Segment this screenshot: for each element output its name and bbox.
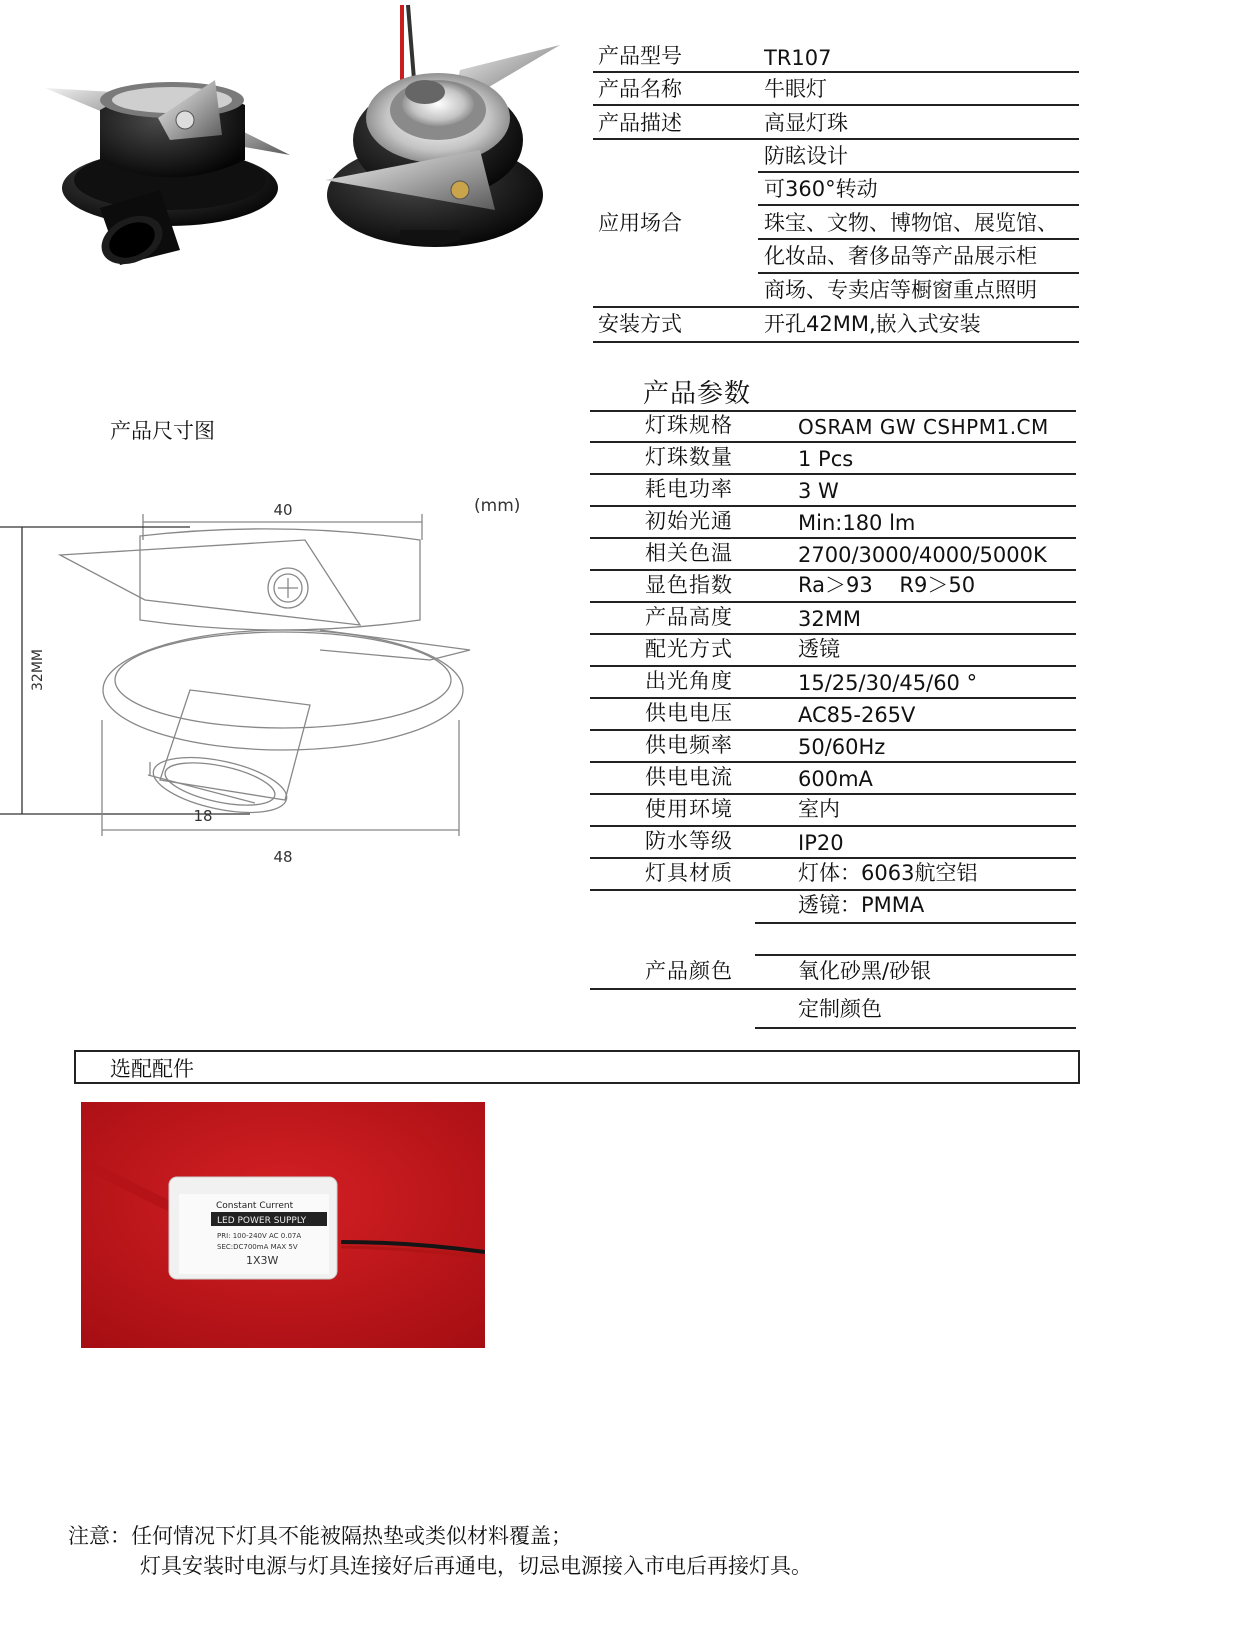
info-row xyxy=(598,240,1082,273)
info-key: 产品名称 xyxy=(598,77,682,101)
info-key: 产品型号 xyxy=(598,44,682,68)
table-rule xyxy=(593,138,1079,140)
param-row xyxy=(595,760,1083,792)
info-row xyxy=(598,173,1082,206)
params-title: 产品参数 xyxy=(643,379,752,409)
param-row xyxy=(595,472,1083,504)
dim-lens-label: 18 xyxy=(193,807,213,825)
param-value: 15/25/30/45/60 ° xyxy=(798,671,978,695)
param-row xyxy=(595,440,1083,472)
param-row xyxy=(595,954,1083,986)
info-row xyxy=(598,274,1082,307)
dimension-title: 产品尺寸图 xyxy=(110,419,215,443)
ps-label-line3: PRI: 100-240V AC 0.07A xyxy=(217,1232,302,1240)
info-value: 可360°转动 xyxy=(764,177,878,201)
dimension-drawing xyxy=(0,500,560,880)
param-key: 相关色温 xyxy=(645,541,733,565)
param-row xyxy=(595,888,1083,920)
param-value: 透镜：PMMA xyxy=(798,893,925,917)
dim-height-label: 32MM xyxy=(30,649,46,691)
info-key: 产品描述 xyxy=(598,111,682,135)
info-row xyxy=(598,40,1082,73)
param-row xyxy=(595,992,1083,1024)
ps-label-line5: 1X3W xyxy=(246,1254,279,1267)
table-rule xyxy=(755,922,1076,924)
table-rule xyxy=(755,1027,1076,1029)
param-row xyxy=(595,632,1083,664)
param-row xyxy=(595,568,1083,600)
table-rule xyxy=(593,104,1079,106)
param-key: 产品颜色 xyxy=(645,959,733,983)
param-key: 防水等级 xyxy=(645,829,733,853)
info-value: 开孔42MM,嵌入式安装 xyxy=(764,312,981,336)
param-value: 1 Pcs xyxy=(798,447,854,471)
param-row xyxy=(595,504,1083,536)
param-value: 透镜 xyxy=(798,637,840,661)
param-value: 灯体：6063航空铝 xyxy=(798,861,978,885)
param-value: IP20 xyxy=(798,831,844,855)
param-row xyxy=(595,792,1083,824)
accessory-header xyxy=(74,1050,1080,1084)
info-key: 应用场合 xyxy=(598,211,682,235)
table-rule xyxy=(593,306,1079,308)
param-key: 供电电流 xyxy=(645,765,733,789)
accessory-photo xyxy=(81,1102,485,1348)
info-value: 牛眼灯 xyxy=(764,77,827,101)
param-key: 耗电功率 xyxy=(645,477,733,501)
info-value: TR107 xyxy=(764,46,832,70)
product-photo-rear xyxy=(325,5,560,247)
accessory-title: 选配配件 xyxy=(110,1057,194,1081)
table-rule xyxy=(593,71,1079,73)
param-row xyxy=(595,408,1083,440)
param-row xyxy=(595,824,1083,856)
dim-top-label: 40 xyxy=(273,501,293,519)
param-value: 2700/3000/4000/5000K xyxy=(798,543,1047,567)
info-key: 安装方式 xyxy=(598,312,682,336)
param-value: OSRAM GW CSHPM1.CM xyxy=(798,415,1049,439)
info-value: 高显灯珠 xyxy=(764,111,848,135)
param-row xyxy=(595,536,1083,568)
table-rule xyxy=(758,171,1079,173)
param-key: 初始光通 xyxy=(645,509,733,533)
param-value: AC85-265V xyxy=(798,703,916,727)
param-value: 32MM xyxy=(798,607,861,631)
table-rule xyxy=(758,238,1079,240)
param-row xyxy=(595,696,1083,728)
ps-label-line4: SEC:DC700mA MAX 5V xyxy=(217,1243,298,1251)
param-value: Ra＞93 R9＞50 xyxy=(798,573,976,597)
product-photo-front xyxy=(45,80,290,273)
table-rule xyxy=(758,204,1079,206)
param-key: 灯珠规格 xyxy=(645,413,733,437)
note-line-2: 灯具安装时电源与灯具连接好后再通电，切忌电源接入市电后再接灯具。 xyxy=(140,1554,812,1578)
param-key: 供电频率 xyxy=(645,733,733,757)
param-value: 50/60Hz xyxy=(798,735,886,759)
param-value: 600mA xyxy=(798,767,873,791)
table-rule xyxy=(593,341,1079,343)
param-key: 使用环境 xyxy=(645,797,733,821)
info-row xyxy=(598,107,1082,140)
info-value: 防眩设计 xyxy=(764,144,848,168)
param-key: 供电电压 xyxy=(645,701,733,725)
param-value: 定制颜色 xyxy=(798,997,882,1021)
product-photos xyxy=(40,0,600,290)
param-row xyxy=(595,856,1083,888)
param-value: 3 W xyxy=(798,479,839,503)
param-row xyxy=(595,664,1083,696)
param-value: 氧化砂黑/砂银 xyxy=(798,959,932,983)
info-row xyxy=(598,207,1082,240)
table-rule xyxy=(758,272,1079,274)
param-key: 灯具材质 xyxy=(645,861,733,885)
info-value: 商场、专卖店等橱窗重点照明 xyxy=(764,278,1037,302)
param-row xyxy=(595,728,1083,760)
param-value: 室内 xyxy=(798,797,840,821)
note-line-1: 注意：任何情况下灯具不能被隔热垫或类似材料覆盖； xyxy=(68,1524,572,1548)
info-row xyxy=(598,308,1082,341)
ps-label-line1: Constant Current xyxy=(216,1201,294,1211)
param-key: 灯珠数量 xyxy=(645,445,733,469)
ps-label-line2: LED POWER SUPPLY xyxy=(217,1216,307,1226)
param-key: 出光角度 xyxy=(645,669,733,693)
dimension-unit: (mm) xyxy=(474,496,521,516)
param-value: Min:180 lm xyxy=(798,511,916,535)
param-key: 配光方式 xyxy=(645,637,733,661)
info-value: 化妆品、奢侈品等产品展示柜 xyxy=(764,244,1037,268)
info-value: 珠宝、文物、博物馆、展览馆、 xyxy=(764,211,1058,235)
info-row xyxy=(598,73,1082,106)
power-supply-illustration xyxy=(81,1102,485,1348)
dim-bottom-label: 48 xyxy=(273,848,293,866)
table-rule xyxy=(590,988,1076,990)
param-key: 产品高度 xyxy=(645,605,733,629)
param-row xyxy=(595,600,1083,632)
info-row xyxy=(598,140,1082,173)
param-key: 显色指数 xyxy=(645,573,733,597)
